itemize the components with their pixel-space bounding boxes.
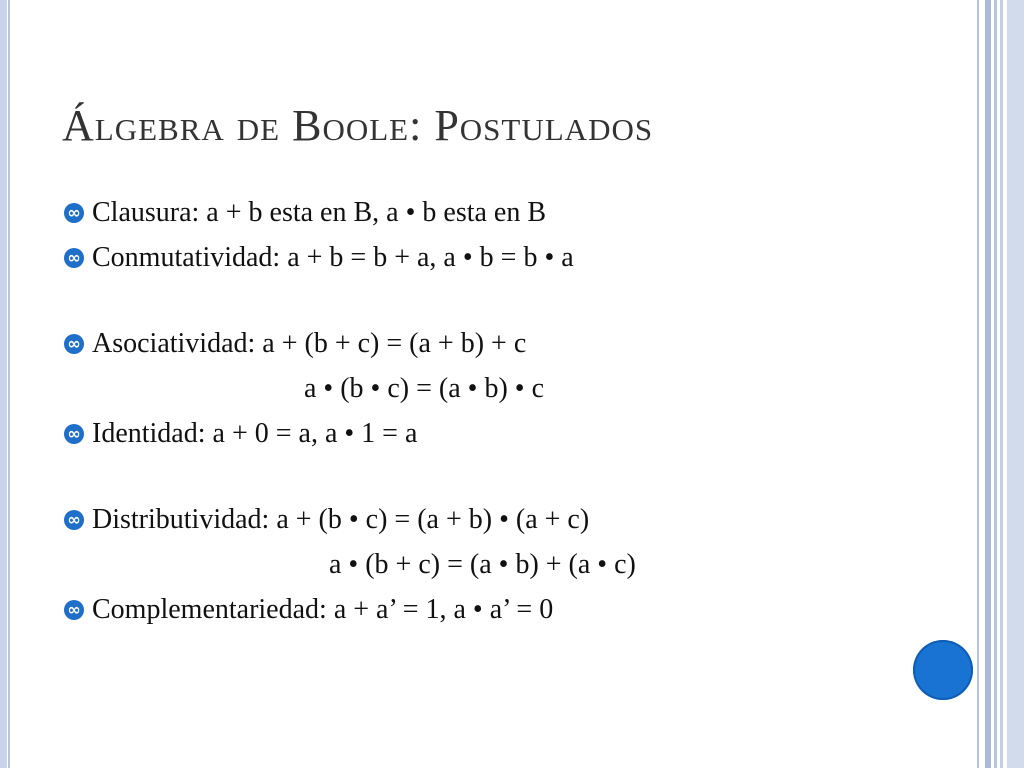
item-text: Clausura: a + b esta en B, a • b esta en B <box>92 197 547 228</box>
bullet-icon: ∞ <box>64 424 84 444</box>
bullet-icon: ∞ <box>64 203 84 223</box>
bullet-icon: ∞ <box>64 248 84 268</box>
item-continuation: a • (b + c) = (a • b) + (a • c) <box>329 549 636 580</box>
left-border-stripe <box>0 0 7 768</box>
left-border-line <box>8 0 10 768</box>
list-item-asociatividad <box>64 321 964 411</box>
spacer <box>64 280 964 321</box>
bullet-icon: ∞ <box>64 334 84 354</box>
item-text: Asociatividad: a + (b + c) = (a + b) + c <box>92 328 527 359</box>
right-border-line-4 <box>1000 0 1003 768</box>
right-border-line-2 <box>985 0 991 768</box>
item-text: Identidad: a + 0 = a, a • 1 = a <box>92 418 418 449</box>
item-text: Complementariedad: a + a’ = 1, a • a’ = 0 <box>92 594 554 625</box>
bullet-icon: ∞ <box>64 510 84 530</box>
right-border-stripe <box>1007 0 1024 768</box>
bullet-list <box>64 190 964 632</box>
item-continuation: a • (b • c) = (a • b) • c <box>304 373 545 404</box>
list-item-complementariedad <box>64 587 964 632</box>
bullet-icon: ∞ <box>64 600 84 620</box>
item-text: Conmutatividad: a + b = b + a, a • b = b • a <box>92 242 574 273</box>
slide-title: Álgebra de Boole: Postulados <box>62 101 654 150</box>
right-border-line-1 <box>977 0 979 768</box>
right-border-line-3 <box>994 0 997 768</box>
list-item-identidad <box>64 411 964 456</box>
list-item-clausura <box>64 190 964 235</box>
item-text: Distributividad: a + (b • c) = (a + b) • (a + c) <box>92 504 590 535</box>
spacer <box>64 456 964 497</box>
list-item-distributividad <box>64 497 964 587</box>
nav-dot-icon[interactable] <box>913 640 973 700</box>
list-item-conmutatividad <box>64 235 964 280</box>
